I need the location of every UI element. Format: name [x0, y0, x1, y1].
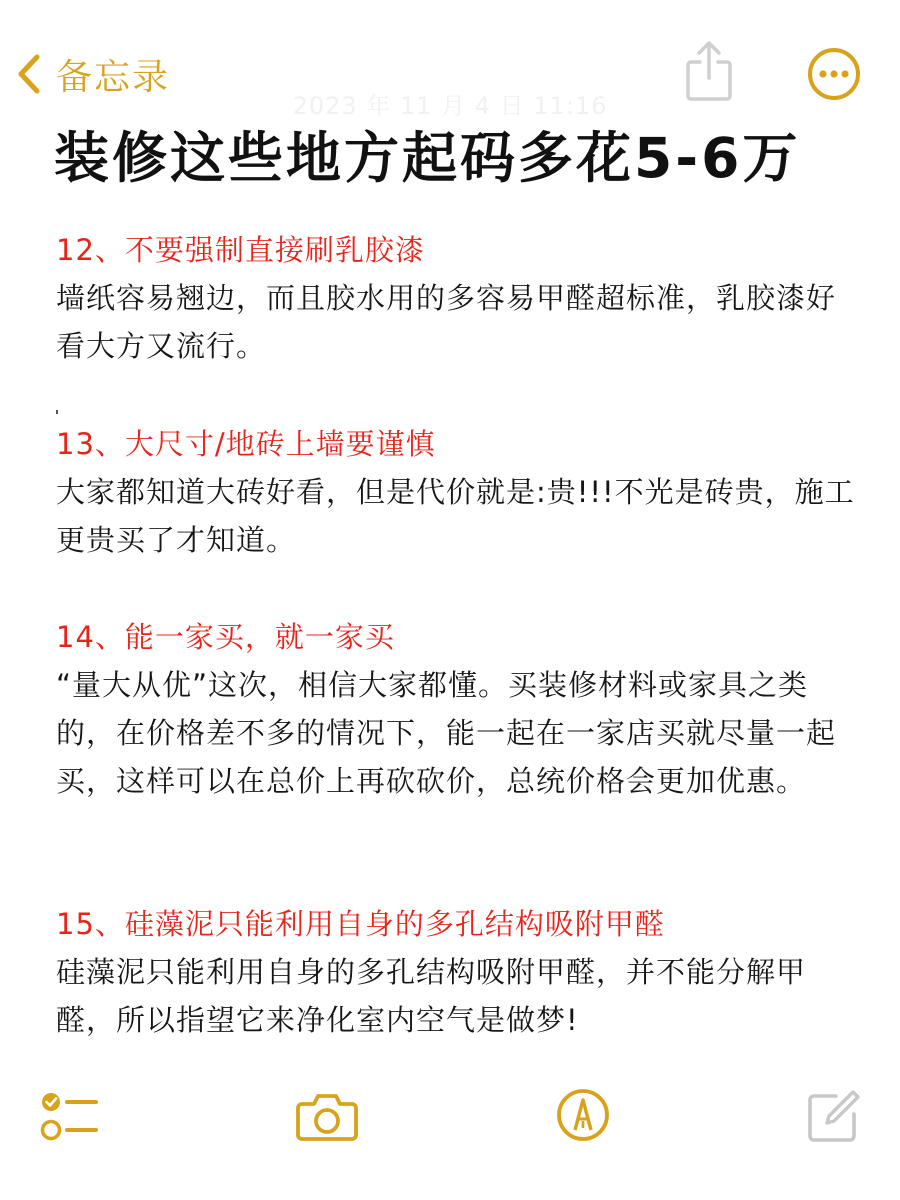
- note-section: [56, 900, 856, 1044]
- section-heading: 14、能一家买，就一家买: [56, 620, 395, 654]
- section-text: 硅藻泥只能利用自身的多孔结构吸附甲醛，并不能分解甲醛，所以指望它来净化室内空气是做梦!: [56, 955, 807, 1037]
- markup-icon: [556, 1127, 610, 1146]
- section-text: 大家都知道大砖好看，但是代价就是:贵!!!不光是砖贵，施工更贵买了才知道。: [56, 475, 855, 557]
- section-heading: 15、硅藻泥只能利用自身的多孔结构吸附甲醛: [56, 907, 665, 941]
- section-text: 墙纸容易翘边，而且胶水用的多容易甲醛超标准，乳胶漆好看大方又流行。: [56, 281, 837, 363]
- compose-icon: [806, 1129, 862, 1148]
- bottom-toolbar: [0, 1080, 900, 1160]
- note-section: [56, 420, 856, 564]
- note-title[interactable]: 装修这些地方起码多花5-6万: [54, 126, 801, 190]
- camera-button[interactable]: [296, 1090, 358, 1142]
- section-heading: 13、大尺寸/地砖上墙要谨慎: [56, 427, 436, 461]
- note-section: [56, 226, 856, 370]
- section-heading: 12、不要强制直接刷乳胶漆: [56, 233, 425, 267]
- markup-button[interactable]: [556, 1088, 610, 1142]
- note-section: [56, 613, 856, 805]
- compose-button[interactable]: [806, 1088, 862, 1144]
- stray-mark: [56, 410, 58, 414]
- camera-icon: [296, 1127, 358, 1146]
- checklist-button[interactable]: [40, 1088, 100, 1144]
- section-text: “量大从优”这次，相信大家都懂。买装修材料或家具之类的，在价格差不多的情况下，能一起在一家店买就尽量一起买，这样可以在总价上再砍砍价，总统价格会更加优惠。: [56, 668, 837, 798]
- back-label: 备忘录: [56, 56, 171, 98]
- checklist-icon: [40, 1129, 100, 1148]
- note-timestamp: 2023 年 11 月 4 日 11:16: [292, 92, 608, 120]
